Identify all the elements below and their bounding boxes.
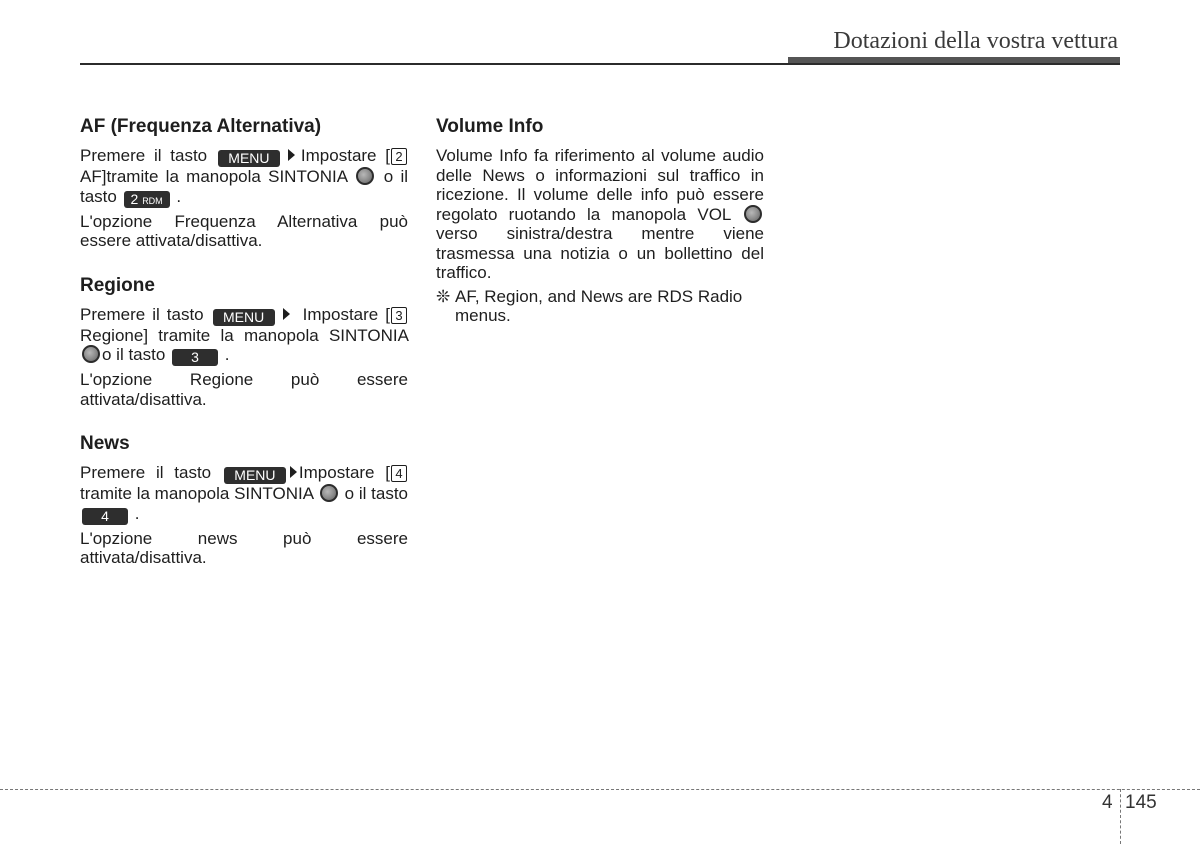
page-number: 145 (1125, 792, 1157, 813)
description-text: verso sinistra/destra mentre viene trasmessa una notizia o un bollettino del traffico. (436, 224, 764, 282)
instruction-text: Impostare [ (302, 304, 390, 324)
instruction-text: Regione] tramite la manopola SINTONIA (80, 325, 408, 345)
volume-knob-icon (744, 205, 762, 223)
instruction-text: o il tasto (102, 345, 166, 364)
footnote-text: AF, Region, and News are RDS Radio menus. (455, 286, 743, 325)
footnote (436, 287, 764, 326)
left-column (80, 114, 408, 590)
section-volume-info (436, 114, 764, 326)
tune-knob-icon (82, 345, 100, 363)
key-sublabel: RDM (142, 195, 163, 206)
instruction-text: AF]tramite la manopola SINTONIA (80, 167, 348, 186)
arrow-right-icon (283, 308, 290, 320)
preset-key-2-icon (124, 191, 170, 208)
section-regione (80, 273, 408, 410)
section-heading: AF (Frequenza Alternativa) (80, 116, 322, 137)
instruction-text: Premere il tasto (80, 463, 212, 482)
instruction-text: . (224, 345, 230, 364)
instruction-text: o il tasto (344, 484, 408, 503)
number-2-icon: 2 (391, 148, 407, 165)
description-paragraph (436, 146, 764, 283)
number-4-icon: 4 (391, 465, 407, 482)
right-column (436, 114, 764, 348)
note-mark-icon: ❊ (436, 286, 451, 306)
tune-knob-icon (356, 167, 374, 185)
preset-key-3-icon: 3 (172, 349, 218, 366)
key-label: 2 (130, 190, 139, 207)
menu-key-icon: MENU (218, 150, 280, 167)
preset-key-4-icon: 4 (82, 508, 128, 525)
instruction-text: tramite la manopola SINTONIA (80, 484, 314, 503)
chapter-number: 4 (1102, 792, 1113, 813)
instruction-paragraph (80, 146, 408, 208)
section-news (80, 431, 408, 568)
section-af (80, 114, 408, 251)
instruction-text: . (176, 186, 182, 206)
instruction-text: Impostare [ (300, 146, 390, 165)
header-title: Dotazioni della vostra vettura (833, 28, 1118, 54)
section-heading: Regione (80, 274, 155, 296)
header-rule (80, 63, 1120, 65)
menu-key-icon: MENU (224, 467, 286, 484)
menu-key-icon: MENU (213, 309, 275, 326)
instruction-text: . (134, 503, 140, 523)
instruction-paragraph (80, 305, 408, 367)
footer-divider (1120, 789, 1121, 844)
tune-knob-icon (320, 484, 338, 502)
arrow-right-icon (288, 149, 295, 161)
description-paragraph: L'opzione Frequenza Alternativa può essere attivata/disattiva. (80, 211, 408, 250)
number-3-icon: 3 (391, 307, 407, 324)
section-heading: News (80, 433, 130, 454)
footer-dashed-rule (0, 789, 1200, 790)
instruction-text: o il tasto (80, 167, 408, 206)
description-paragraph: L'opzione news può essere attivata/disattiva. (80, 528, 408, 567)
description-text: Volume Info fa riferimento al volume audio delle News o informazioni sul traffico in ricezione. Il volume delle info può essere regolato ruotando la manopola VOL (436, 146, 764, 224)
arrow-right-icon (290, 466, 297, 478)
instruction-paragraph (80, 463, 408, 525)
instruction-text: Impostare [ (298, 463, 390, 482)
description-paragraph: L'opzione Regione può essere attivata/disattiva. (80, 370, 408, 409)
instruction-text: Premere il tasto (80, 146, 208, 165)
section-heading: Volume Info (436, 116, 544, 137)
instruction-text: Premere il tasto (80, 304, 204, 324)
